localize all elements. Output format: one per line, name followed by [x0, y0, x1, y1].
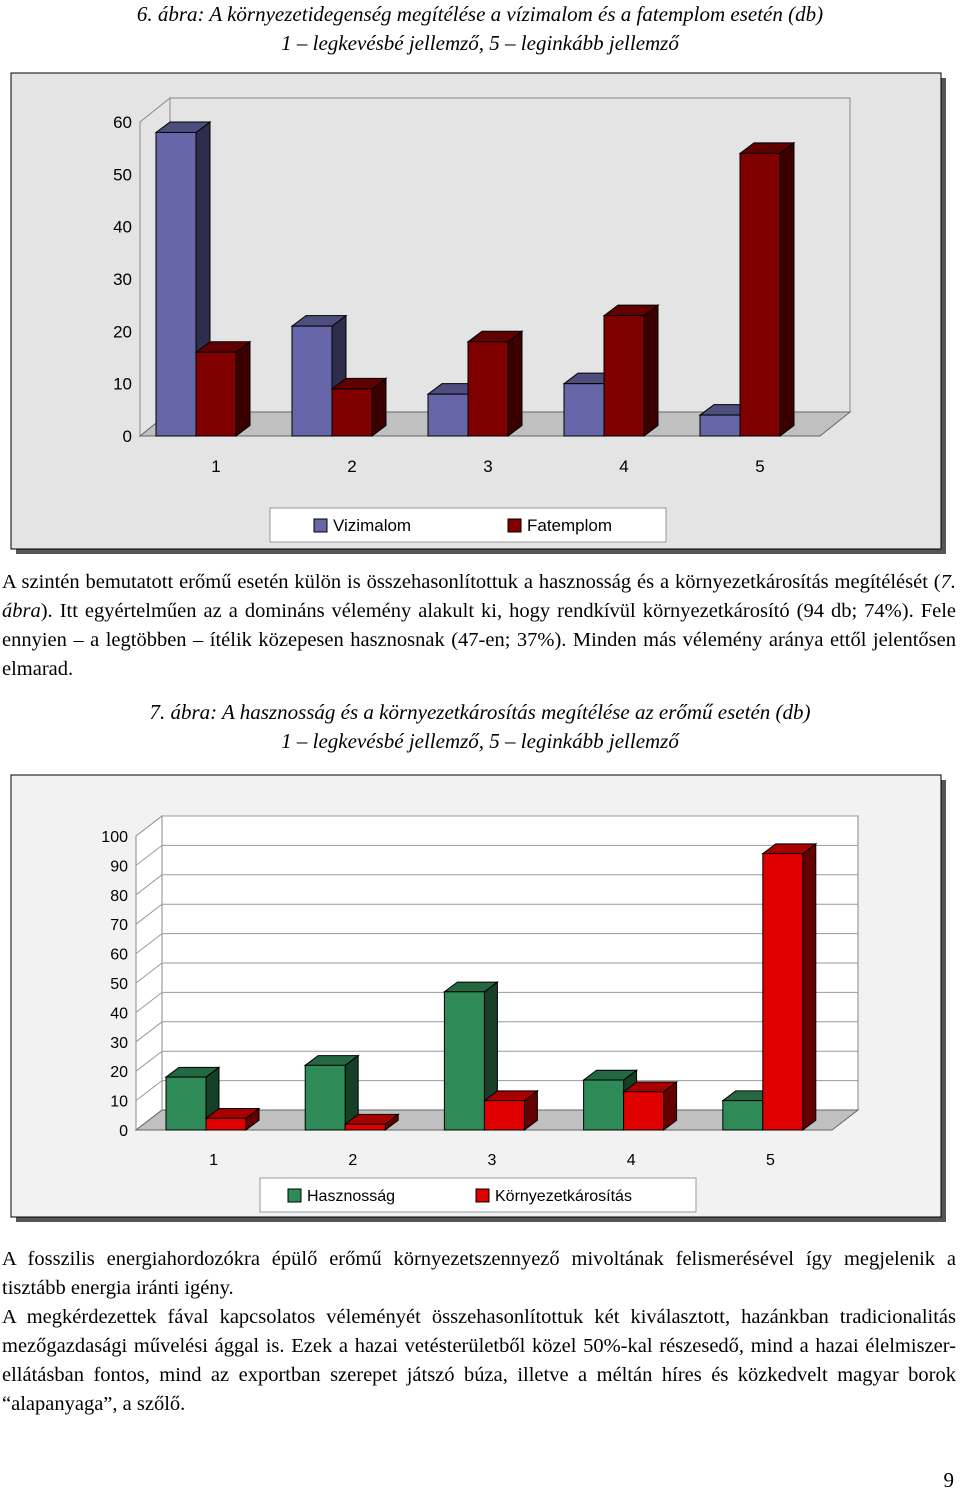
figure6-caption-title: 6. ábra: A környezetidegenség megítélése a vízimalom és a fatemplom esetén (db): [136, 2, 824, 26]
legend-swatch: [288, 1189, 301, 1202]
bar-front: [624, 1092, 664, 1130]
bar-front: [156, 132, 196, 436]
y-tick-label: 40: [113, 217, 132, 237]
legend-label: Hasznosság: [307, 1188, 396, 1205]
legend-label: Vizimalom: [333, 516, 412, 535]
legend-swatch: [314, 519, 327, 532]
bar-series2-cat2: [332, 378, 386, 436]
y-tick-label: 20: [110, 1064, 128, 1082]
legend-swatch: [508, 519, 521, 532]
x-tick-label: 1: [209, 1152, 219, 1169]
x-tick-label: 3: [483, 457, 493, 476]
bar-series2-cat1: [196, 342, 250, 436]
bar-series2-cat4: [624, 1082, 677, 1130]
bar-front: [428, 394, 468, 436]
y-tick-label: 60: [113, 113, 132, 132]
paragraph-1-figure-ref: 7. ábra: [2, 571, 956, 622]
paragraph-1-text-a: A szintén bemutatott erőmű esetén külön is összehasonlítottuk a hasznosság és a környezetkárosítás megítélését (: [2, 571, 941, 593]
x-tick-label: 2: [347, 457, 357, 476]
figure7-chart-svg: [10, 774, 948, 1224]
bar-series2-cat3: [484, 1091, 537, 1130]
y-tick-label: 10: [113, 374, 132, 394]
x-tick-label: 2: [348, 1152, 358, 1169]
bar-front: [484, 1101, 524, 1130]
bar-side: [508, 331, 522, 436]
bar-front: [584, 1080, 624, 1130]
figure7-caption-title: 7. ábra: A hasznosság és a környezetkárosítás megítélése az erőmű esetén (db): [149, 700, 811, 724]
bar-front: [740, 153, 780, 436]
bar-side: [803, 844, 816, 1130]
bar-series2-cat3: [468, 331, 522, 436]
legend-swatch: [476, 1189, 489, 1202]
bar-front: [292, 326, 332, 436]
x-tick-label: 5: [755, 457, 765, 476]
y-tick-label: 60: [110, 946, 128, 964]
bar-front: [444, 992, 484, 1130]
bar-front: [332, 389, 372, 436]
figure6-caption-scale: 1 – legkevésbé jellemző, 5 – leginkább jellemző: [281, 31, 679, 55]
x-tick-label: 5: [765, 1152, 775, 1169]
legend: [260, 1178, 696, 1212]
y-tick-label: 10: [110, 1093, 128, 1111]
legend-label: Környezetkárosítás: [495, 1188, 632, 1205]
bar-front: [196, 352, 236, 436]
y-tick-label: 20: [113, 322, 132, 342]
figure7-caption-scale: 1 – legkevésbé jellemző, 5 – leginkább jellemző: [281, 729, 679, 753]
legend: [270, 508, 666, 542]
figure7-chart: [10, 774, 948, 1224]
bar-front: [468, 342, 508, 436]
x-tick-label: 1: [211, 457, 221, 476]
y-tick-label: 30: [113, 270, 132, 289]
y-tick-label: 80: [110, 887, 128, 905]
bar-front: [345, 1124, 385, 1130]
bar-side: [780, 143, 794, 436]
y-tick-label: 100: [101, 829, 128, 846]
bar-front: [166, 1077, 206, 1130]
figure6-caption: [0, 0, 960, 58]
bar-front: [564, 384, 604, 436]
bar-side: [644, 305, 658, 436]
bar-front: [604, 316, 644, 436]
bar-series2-cat5: [740, 143, 794, 436]
bar-front: [305, 1065, 345, 1130]
y-tick-label: 40: [110, 1005, 128, 1023]
paragraph-1: [2, 568, 956, 684]
y-tick-label: 50: [110, 976, 128, 993]
bar-front: [700, 415, 740, 436]
bar-series2-cat4: [604, 305, 658, 436]
y-tick-label: 90: [110, 858, 128, 876]
x-tick-label: 3: [487, 1152, 497, 1169]
paragraph-3: A megkérdezettek fával kapcsolatos véleményét összehasonlítottuk két kiválasztott, hazánkban tradicionalitás mezőgazdasági művelési ággal is. Ezek a hazai vetésterületből közel 50%-kal részesedő, mind a hazai élelmiszer-ellátásban fontos, mind az exportban szerepet játszó búza, illetve a méltán híres és közkedvelt magyar borok “alapanyaga”, a szőlő.: [2, 1306, 956, 1415]
y-tick-label: 0: [122, 427, 132, 446]
page-number: 9: [943, 1468, 954, 1492]
legend-label: Fatemplom: [527, 516, 613, 535]
y-tick-label: 50: [113, 165, 132, 185]
figure6-chart: [10, 72, 948, 556]
x-tick-label: 4: [619, 457, 629, 476]
y-tick-label: 70: [110, 917, 128, 935]
bar-series1-cat2: [305, 1056, 358, 1130]
paragraph-2: A fosszilis energiahordozókra épülő erőmű környezetszennyező mivoltának felismerésével így megjelenik a tisztább energia iránti igény.: [2, 1248, 956, 1299]
bar-front: [206, 1118, 246, 1130]
bar-series2-cat1: [206, 1108, 259, 1130]
figure6-chart-svg: [10, 72, 948, 556]
bar-side: [236, 342, 250, 436]
y-tick-label: 0: [119, 1123, 128, 1140]
bar-front: [763, 854, 803, 1130]
figure7-caption: [0, 698, 960, 756]
bar-front: [723, 1101, 763, 1130]
x-tick-label: 4: [626, 1152, 636, 1169]
paragraph-1-text-b: ). Itt egyértelműen az a domináns vélemény alakult ki, hogy rendkívül környezetkárosító (94 db; 74%). Fele ennyien – a legtöbben – ítélik közepesen hasznosnak (47-en; 37%). Minden más vélemény aránya ettől jelentősen elmarad.: [2, 600, 956, 680]
bar-series2-cat5: [763, 844, 816, 1130]
y-tick-label: 30: [110, 1034, 128, 1052]
